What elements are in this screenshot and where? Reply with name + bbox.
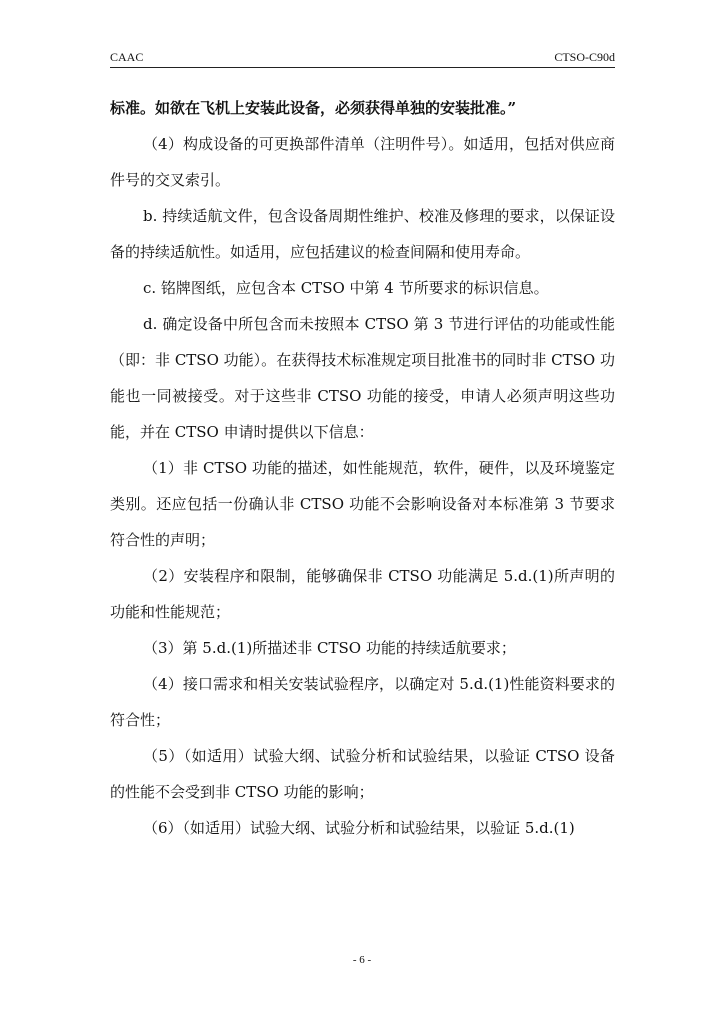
paragraph: （3）第 5.d.(1)所描述非 CTSO 功能的持续适航要求； xyxy=(143,639,516,657)
body-text xyxy=(110,90,615,846)
paragraph: （4）接口需求和相关安装试验程序，以确定对 5.d.(1)性能资料要求的符合性； xyxy=(110,675,615,729)
paragraph: （1）非 CTSO 功能的描述，如性能规范，软件，硬件，以及环境鉴定类别。还应包括一份确认非 CTSO 功能不会影响设备对本标准第 3 节要求符合性的声明； xyxy=(110,459,615,549)
header-doc-id: CTSO-C90d xyxy=(554,50,615,64)
paragraph: b. 持续适航文件，包含设备周期性维护、校准及修理的要求，以保证设备的持续适航性。如适用，应包括建议的检查间隔和使用寿命。 xyxy=(110,207,615,261)
paragraph: 标准。如欲在飞机上安装此设备，必须获得单独的安装批准。” xyxy=(110,99,517,117)
paragraph: （2）安装程序和限制，能够确保非 CTSO 功能满足 5.d.(1)所声明的功能和性能规范； xyxy=(110,567,615,621)
paragraph: （6）（如适用）试验大纲、试验分析和试验结果，以验证 5.d.(1) xyxy=(143,819,575,837)
page-header xyxy=(110,50,615,68)
paragraph: （4）构成设备的可更换部件清单（注明件号）。如适用，包括对供应商件号的交叉索引。 xyxy=(110,135,615,189)
page-number: - 6 - xyxy=(352,954,372,966)
header-rule xyxy=(110,67,615,68)
paragraph: d. 确定设备中所包含而未按照本 CTSO 第 3 节进行评估的功能或性能（即：非 CTSO 功能）。在获得技术标准规定项目批准书的同时非 CTSO 功能也一同被接受。对于这些非 CTSO 功能的接受，申请人必须声明这些功能，并在 CTSO 申请时提供以下信息： xyxy=(110,315,615,441)
header-org: CAAC xyxy=(110,50,144,64)
paragraph: c. 铭牌图纸，应包含本 CTSO 中第 4 节所要求的标识信息。 xyxy=(143,279,549,297)
paragraph: （5）（如适用）试验大纲、试验分析和试验结果，以验证 CTSO 设备的性能不会受到非 CTSO 功能的影响； xyxy=(110,747,615,801)
